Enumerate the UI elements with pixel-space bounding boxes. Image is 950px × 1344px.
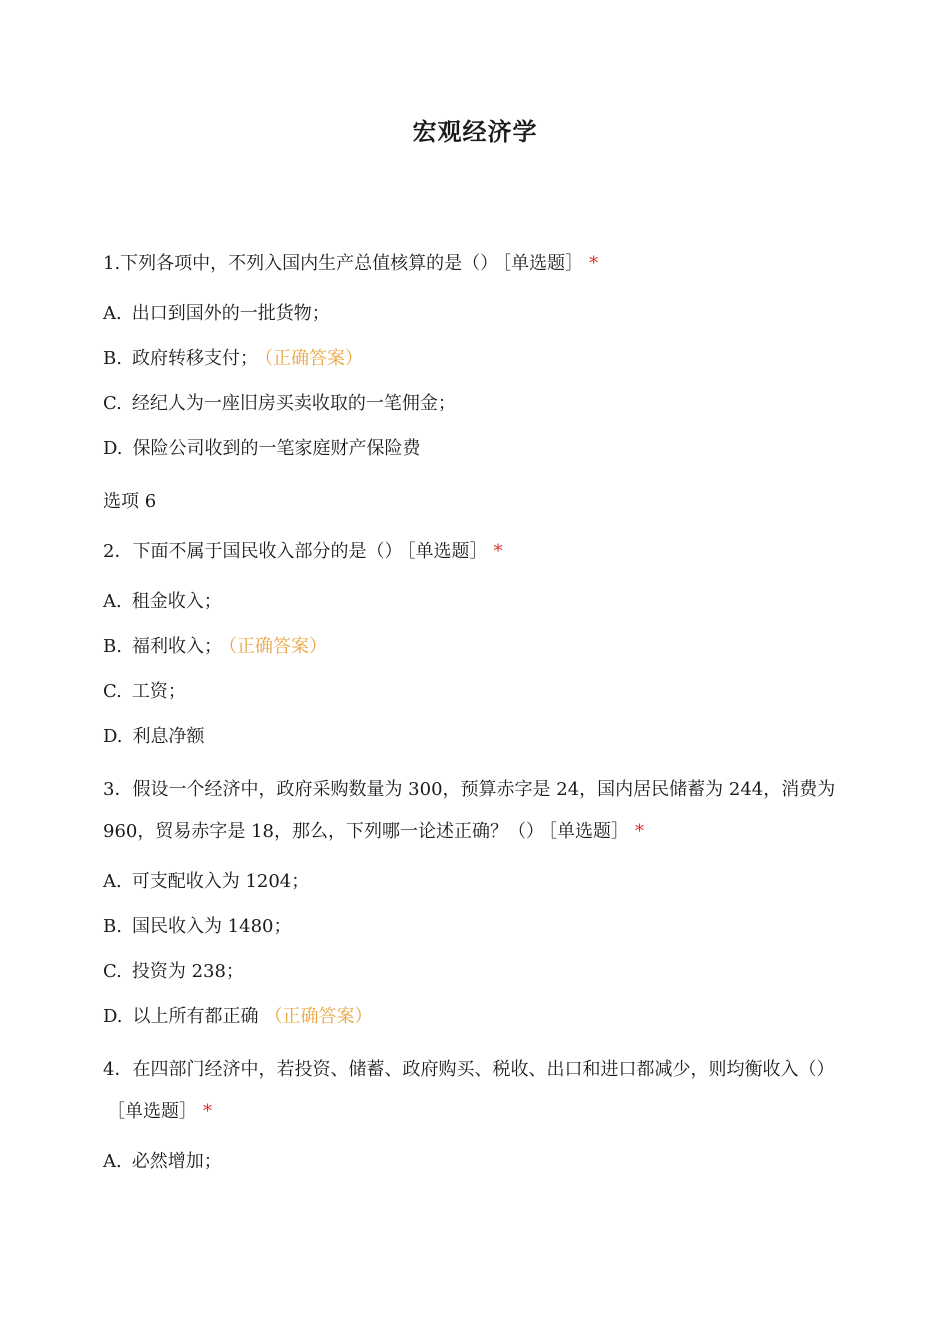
option-list bbox=[103, 1139, 853, 1184]
option-a[interactable] bbox=[103, 1139, 853, 1184]
option-text: 利息净额 bbox=[132, 726, 205, 747]
option-letter: A. bbox=[103, 591, 122, 612]
option-text: 必然增加； bbox=[131, 1151, 222, 1172]
option-a[interactable] bbox=[103, 291, 853, 336]
option-note: 选项 6 bbox=[103, 491, 157, 512]
option-letter: D. bbox=[103, 438, 123, 459]
option-b[interactable] bbox=[103, 624, 853, 669]
option-d[interactable] bbox=[103, 994, 853, 1039]
question-type: ［单选题］ bbox=[406, 541, 488, 562]
option-text: 国民收入为 1480； bbox=[131, 916, 292, 937]
required-marker: * bbox=[493, 541, 503, 562]
option-b[interactable] bbox=[103, 904, 853, 949]
option-text: 可支配收入为 1204； bbox=[131, 871, 310, 892]
option-letter: B. bbox=[103, 916, 122, 937]
question-text: 3．假设一个经济中，政府采购数量为 300，预算赤字是 24，国内居民储蓄为 244，消费为 960，贸易赤字是 18，那么，下列哪一论述正确？（） bbox=[103, 779, 836, 842]
required-marker: * bbox=[203, 1101, 212, 1122]
option-d[interactable] bbox=[103, 426, 853, 471]
option-letter: B. bbox=[103, 636, 122, 657]
option-letter: B. bbox=[103, 348, 122, 369]
question-stem bbox=[103, 531, 853, 573]
question-list bbox=[103, 243, 853, 1194]
required-marker: * bbox=[634, 821, 644, 842]
option-letter: A. bbox=[103, 303, 122, 324]
question-stem bbox=[103, 769, 853, 853]
question-text: 1.下列各项中，不列入国内生产总值核算的是（） bbox=[103, 253, 499, 274]
option-letter: C. bbox=[103, 681, 122, 702]
question-2 bbox=[103, 531, 853, 759]
option-list bbox=[103, 579, 853, 759]
question-stem bbox=[103, 1049, 853, 1133]
option-text: 投资为 238； bbox=[131, 961, 244, 982]
option-list bbox=[103, 859, 853, 1039]
option-list bbox=[103, 291, 853, 471]
question-type: ［单选题］ bbox=[107, 1101, 197, 1122]
required-marker: * bbox=[589, 253, 599, 274]
question-text: 2．下面不属于国民收入部分的是（） bbox=[103, 541, 403, 562]
option-text: 工资； bbox=[131, 681, 186, 702]
correct-answer-tag: （正确答案） bbox=[264, 1006, 373, 1027]
question-1 bbox=[103, 243, 853, 471]
question-type: ［单选题］ bbox=[502, 253, 584, 274]
option-a[interactable] bbox=[103, 859, 853, 904]
option-text: 经纪人为一座旧房买卖收取的一笔佣金； bbox=[131, 393, 456, 414]
option-text: 租金收入； bbox=[131, 591, 222, 612]
option-text: 出口到国外的一批货物； bbox=[131, 303, 330, 324]
option-text: 以上所有都正确 bbox=[132, 1006, 259, 1027]
option-a[interactable] bbox=[103, 579, 853, 624]
option-text: 保险公司收到的一笔家庭财产保险费 bbox=[132, 438, 421, 459]
question-stem bbox=[103, 243, 853, 285]
option-letter: A. bbox=[103, 1151, 122, 1172]
question-4 bbox=[103, 1049, 853, 1184]
question-text: 4．在四部门经济中，若投资、储蓄、政府购买、税收、出口和进口都减少，则均衡收入（） bbox=[103, 1059, 835, 1080]
option-b[interactable] bbox=[103, 336, 853, 381]
option-letter: C. bbox=[103, 393, 122, 414]
correct-answer-tag: （正确答案） bbox=[227, 636, 327, 657]
option-letter: C. bbox=[103, 961, 122, 982]
option-text: 政府转移支付； bbox=[131, 348, 258, 369]
correct-answer-tag: （正确答案） bbox=[263, 348, 363, 369]
question-3 bbox=[103, 769, 853, 1039]
document-title: 宏观经济学 bbox=[412, 118, 538, 146]
option-c[interactable] bbox=[103, 669, 853, 714]
option-c[interactable] bbox=[103, 381, 853, 426]
option-letter: D. bbox=[103, 1006, 123, 1027]
option-letter: D. bbox=[103, 726, 123, 747]
option-text: 福利收入； bbox=[131, 636, 222, 657]
option-letter: A. bbox=[103, 871, 122, 892]
option-d[interactable] bbox=[103, 714, 853, 759]
question-type: ［单选题］ bbox=[547, 821, 629, 842]
option-c[interactable] bbox=[103, 949, 853, 994]
